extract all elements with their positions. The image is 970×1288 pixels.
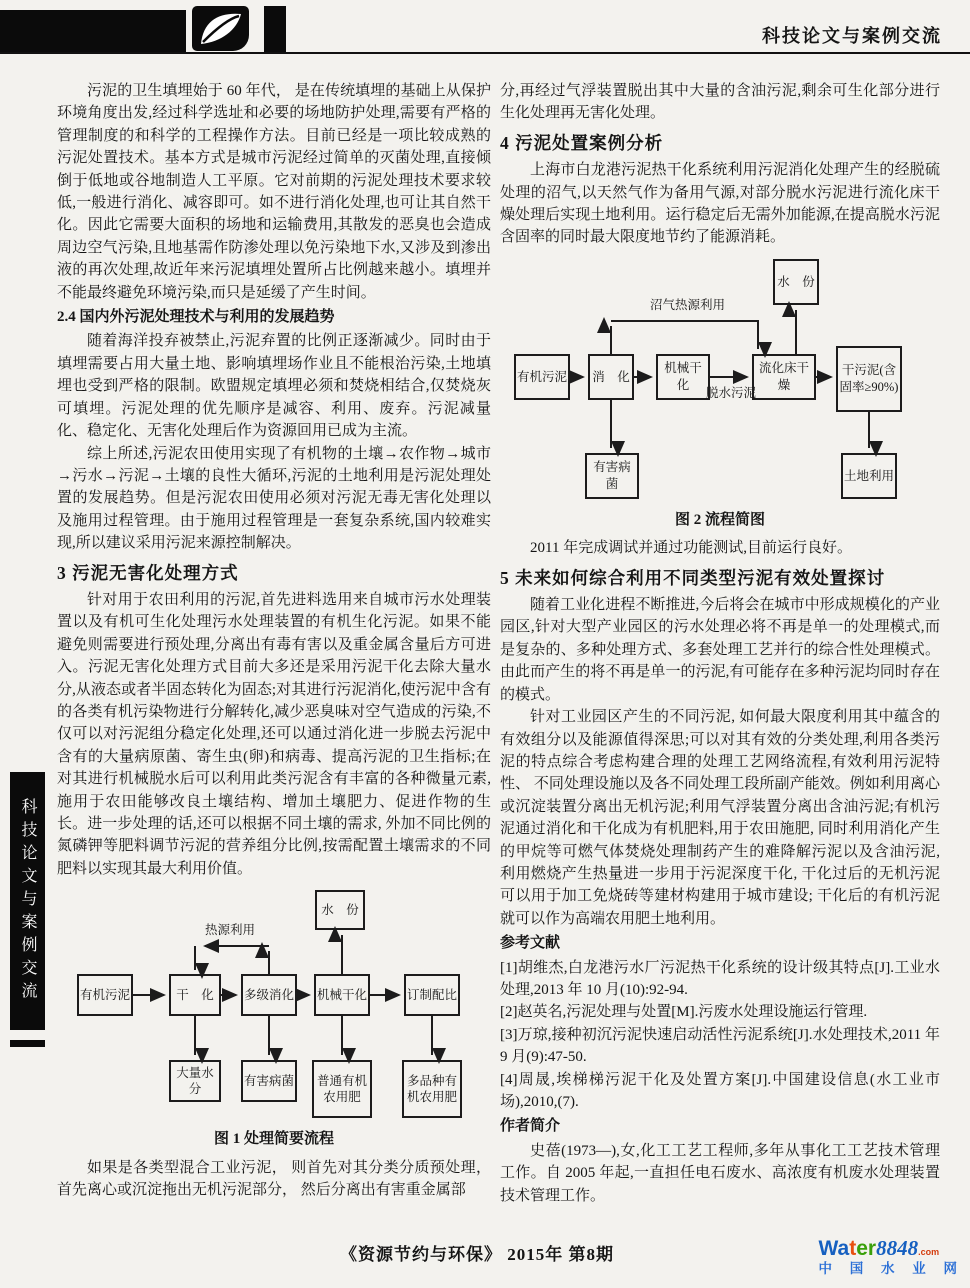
heading-section-4: 4 污泥处置案例分析 [500,132,664,153]
left-column [57,80,491,1201]
fig1-node-germs: 有害病菌 [241,1060,297,1102]
heading-section-3: 3 污泥无害化处理方式 [57,562,239,583]
paragraph-continued: 分,再经过气浮装置脱出其中大量的含油污泥,剩余可生化部分进行生化处理再无害化处理。 [500,83,940,122]
water8848-logo [818,1238,964,1276]
logo-subtitle: 中 国 水 业 网 [818,1261,964,1276]
paragraph-mixed-industrial: 如果是各类型混合工业污泥， 则首先对其分类分质预处理，首先离心或沉淀拖出无机污泥部分， 然后分离出有害重金属部 [57,1159,491,1199]
fig2-dewatered-sludge-label: 脱水污泥 [706,385,757,400]
logo-part-t: t [849,1237,857,1260]
leaf-icon [192,6,249,51]
sidebar-vertical-banner: 科技论文与案例交流 [10,772,45,1030]
reference-3: [3]万琼,接种初沉污泥快速启动活性污泥系统[J].水处理技术,2011 年 9 月(9):47-50. [500,1026,940,1066]
paragraph-harmless-treatment: 针对用于农田利用的污泥,首先进料选用来自城市污水处理装置以及有机可生化处理污水处理装置的有机生化污泥。如果不能避免则需要进行预处理,分离出有毒有害以及重金属含量后方可进入。污泥无害化处理方式目前大多还是采用污泥干化去除大量水分,从液态或者半固态转化为固态;对其进行污泥消化,使污泥中含有的各类有机污染物进行分解转化,减少恶臭味对空气造成的污染,不仅可以对污泥组分稳定化处理,还可以通过消化进一步脱去污泥中含有的大量病原菌、寄生虫(卵)和病毒、提高污泥的卫生指标;在对其进行机械脱水后可以利用此类污泥含有丰富的各种微量元素,施用于农田能够改良土壤结构、增加土壤肥力、促进作物的生长。进一步处理的话,还可以根据不同土壤的需求, 外加不同比例的氮磷钾等肥料调节污泥的营养组分比例,按需配置土壤需求的不同肥料以实现其最大利用价值。 [57,591,491,877]
fig1-heat-label: 热源利用 [205,923,256,938]
fig1-node-custom: 订制配比 [404,974,460,1016]
paragraph-industrial-parks: 随着工业化进程不断推进,今后将会在城市中形成规模化的产业园区,针对大型产业园区的污水处理必将不再是单一的处理模式,而是复杂的、多种处理方式、多套处理工艺并行的综合性处理模式。由此而产生的将不再是单一的污泥,有可能存在多种污泥均同时存在的模式。 [500,597,940,703]
fig1-node-drying: 干 化 [169,974,221,1016]
reference-1: [1]胡维杰,白龙港污水厂污泥热干化系统的设计级其特点[J].工业水处理,2013 年 10 月(10):92-94. [500,959,940,998]
heading-2-4: 2.4 国内外污泥处理技术与利用的发展趋势 [57,309,335,326]
figure-1-caption: 图 1 处理简要流程 [213,1131,334,1148]
fig2-node-germs: 有害病菌 [585,453,639,499]
fig1-node-fert-multi: 多品种有机农用肥 [402,1060,462,1118]
fig1-node-fert-common: 普通有机农用肥 [312,1060,372,1118]
logo-part-er: er [856,1237,877,1260]
fig1-node-digest: 多级消化 [241,974,297,1016]
fig2-node-dry-sludge: 干污泥(含固率≥90%) [836,346,902,412]
paragraph-landfill: 污泥的卫生填埋始于 60 年代， 是在传统填埋的基础上从保护环境角度出发,经过科学选址和必要的场地防护处理,需要有严格的管理制度的和科学的工程操作方法。目前已经是一项比较成熟的污泥处置技术。基本方式是城市污泥经过简单的灭菌处理,直接倾倒于低地或谷地制造人工平原。它对前期的污泥处理技术要求较低,一般进行消化、减容即可。如不进行消化处理,也可让其自然干化。因此它需要大面积的场地和运输费用,其散发的恶臭也会造成周边空气污染,且地基需作防渗处理以免污染地下水,又涉及到渗出液的再次处理,故近年来污泥填埋处置所占比例越来越小。填埋并不能最终避免环境污染,而只是延缓了产生时间。 [57,83,491,301]
journal-leaf-logo [192,6,249,51]
logo-part-com: .com [918,1247,940,1257]
fig2-node-mech: 机械干化 [656,354,710,400]
sidebar-dash [10,1040,45,1047]
paragraph-comprehensive-use: 针对工业园区产生的不同污泥, 如何最大限度利用其中蕴含的有效组分以及能源值得深思;可以对其有效的分类处理,利用各类污泥的特点综合考虑构建合理的处理工艺网络流程,有效利用污泥特性、 不同处理设施以及各不同处理工段所副产能效。例如利用离心或沉淀装置分离出无机污泥;利用气浮装置分离出含油污泥;有机污泥通过消化和干化成为有机肥料,用于农田施肥, 同时利用消化产生的甲烷等可燃气体焚烧处理制药产生的难降解污泥以及含油污泥, 利用燃烧产生热量进一步用于污泥深度干化, 干化过后的无机污泥可以用于加工免烧砖等建材构建用于城市建设; 干化后的有机污泥就可以作为高端农用肥土地利用。 [500,709,940,927]
heading-section-5: 5 未来如何综合利用不同类型污泥有效处置探讨 [500,567,886,588]
paragraph-trends: 随着海洋投弃被禁止,污泥弃置的比例正逐渐减少。同时由于填埋需要占用大量土地、影响填埋场作业且不能根治污染,土地填埋也受到严格的限制。欧盟规定填埋必须和焚烧相结合,仅焚烧灰可填埋。污泥处理的优先顺序是减容、利用、废弃。污泥减量化、稳定化、无害化处理后作为资源回用已成为主流。 [57,333,491,440]
fig1-node-water: 水 份 [315,890,365,930]
fig1-node-mech: 机械干化 [314,974,370,1016]
paragraph-cycle: 综上所述,污泥农田使用实现了有机物的土壤→农作物→城市→污水→污泥→土壤的良性大循环,污泥的土地利用是污泥处理处置的发展趋势。但是污泥农田使用必须对污泥无毒无害化处理以及施用过程管理。由于施用过程管理是一套复杂系统,国内较难实现,所以建议采用污泥来源控制解决。 [57,445,491,552]
fig1-node-organic: 有机污泥 [77,974,133,1016]
figure-2-caption: 图 2 流程简图 [674,511,765,528]
fig2-biogas-heat-label: 沼气热源利用 [650,297,726,312]
fig2-node-organic: 有机污泥 [514,354,570,400]
fig2-node-water: 水 份 [773,259,819,305]
water8848-wordmark [818,1238,964,1259]
reference-2: [2]赵英名,污泥处理与处置[M].污废水处理设施运行管理. [500,1004,868,1021]
fig2-node-land: 土地利用 [841,453,897,499]
logo-part-wa: Wa [818,1237,850,1260]
figure-2-flowchart [500,257,940,505]
header-black-bar-small [264,6,286,52]
figure-1-flowchart [57,888,491,1124]
references-heading: 参考文献 [500,935,561,952]
paragraph-case-study: 上海市白龙港污泥热干化系统利用污泥消化处理产生的经脱硫处理的沼气,以天然气作为备用气源,对部分脱水污泥进行流化床干燥处理后实现土地利用。运行稳定后无需外加能源,在提高脱水污泥含固率的同时最大限度地节约了能源消耗。 [500,162,940,246]
paragraph-commissioning: 2011 年完成调试并通过功能测试,目前运行良好。 [530,540,852,557]
author-bio: 史蓓(1973—),女,化工工艺工程师,多年从事化工工艺技术管理工作。自 2005 年起,一直担任电石废水、高浓度有机废水处理装置技术管理工作。 [500,1142,940,1204]
author-heading: 作者简介 [500,1118,561,1135]
header-black-bar [0,10,186,52]
header-rule [0,52,970,54]
fig2-node-fluidbed: 流化床干燥 [752,354,816,400]
right-column [500,80,940,1207]
reference-4: [4]周晟,埃梯梯污泥干化及处置方案[J].中国建设信息(水工业市场),2010,(7). [500,1071,940,1110]
logo-part-8848: 8848 [876,1236,919,1260]
journal-footer: 《资源节约与环保》 2015年 第8期 [340,1245,614,1264]
fig1-node-big-water: 大量水分 [169,1060,221,1102]
page-header-title: 科技论文与案例交流 [762,26,942,46]
fig2-node-digestion: 消 化 [588,354,634,400]
